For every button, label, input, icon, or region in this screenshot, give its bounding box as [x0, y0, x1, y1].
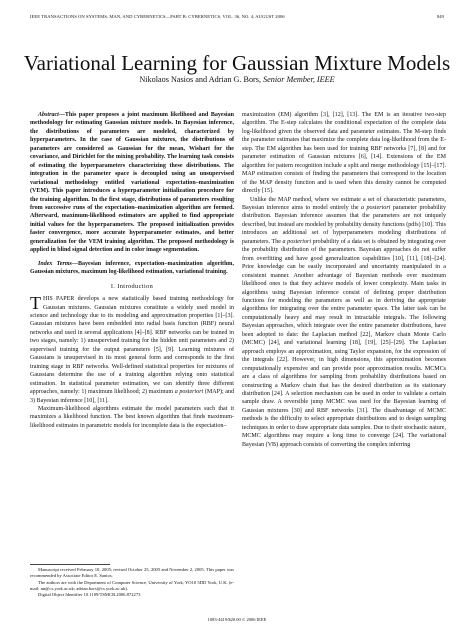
author-role: Senior Member, IEEE — [263, 75, 335, 84]
index-terms-label: Index Terms — [38, 260, 72, 267]
left-column — [30, 111, 234, 430]
footnote-doi: Digital Object Identifier 10.1109/TSMCB.2006.872273 — [38, 592, 141, 598]
right-paragraph-2 — [242, 196, 446, 450]
section-heading-introduction: I. Introduction — [110, 282, 154, 290]
right-p2-italic-2: a posteriori — [282, 238, 312, 245]
footnote — [30, 567, 234, 598]
right-p2-b: parameter probability distribution. Bayesian inference assumes that the parameters are not uniquely described, but instead are modeled by probability density functions (pdfs) [10]. This introduces an additional set of hyperparameters modeling distributions of parameters. The — [242, 204, 446, 245]
journal-name: IEEE TRANSACTIONS ON SYSTEMS, MAN, AND CYBERNETICS—PART B: CYBERNETICS, VOL. 36, NO. 4, AUGUST 2006 — [30, 14, 285, 19]
footnote-received: Manuscript received February 10, 2005; revised October 25, 2005 and November 2, 2005. This paper was recommended by Associate Editor E. Santos. — [30, 567, 234, 579]
intro-p1-text: HIS PAPER develops a new statistically based training methodology for Gaussian mixtures. Gaussian mixtures constitute a widely used model in science and technology due to its modeling and approximation properties [1]–[3]. Gaussian mixtures have been embedded into radial basis function (RBF) neural networks and used in several applications [4]–[8]. RBF networks can be trained in two stages, namely: 1) unsupervised training for the hidden unit parameters and 2) supervised training for the output parameters [5], [9]. Learning mixtures of Gaussians is unsupervised in its most general form and corresponds to the first training stage in RBF networks. Well-defined statistical properties for mixtures of Gaussians determine the use of a training algorithm relying onto statistical estimation. In statistical parameter estimation, we can identify three different approaches, namely: 1) maximum likelihood; 2) maximum — [30, 296, 234, 396]
author-line — [0, 75, 474, 84]
intro-p1-end: (MAP); and 3) Bayesian inference [10], [11]. — [30, 389, 234, 404]
running-head — [30, 14, 444, 19]
right-p2-italic: a posteriori — [361, 204, 391, 211]
intro-paragraph-2: Maximum-likelihood algorithms estimate the model parameters such that it maximizes a likelihood function. The best known algorithm that finds maximum-likelihood estimates in parametric models for incomplete data is the expectation– — [30, 405, 234, 429]
page-number: 849 — [436, 14, 444, 19]
drop-cap: T — [30, 293, 41, 314]
abstract-text: —This paper proposes a joint maximum likelihood and Bayesian methodology for estimating Gaussian mixture models. In Bayesian inference, the distributions of parameters are modeled, characterized by hyperparameters. In the case of Gaussian mixtures, the distributions of parameters are considered as Gaussian for the mean, Wishart for the covariance, and Dirichlet for the mixing probability. The learning task consists of estimating the hyperparameters characterizing these distributions. The integration in the parameter space is decoupled using an unsupervised variational methodology entitled variational expectation–maximization (VEM). This paper introduces a hyperparameter initialization procedure for the training algorithm. In the first stage, distributions of parameters resulting from successive runs of the expectation–maximization algorithm are formed. Afterward, maximum-likelihood estimators are applied to find appropriate initial values for the hyperparameters. The proposed initialization provides faster convergence, more accurate hyperparameter estimates, and better generalization for the VEM training algorithm. The proposed methodology is applied in blind signal detection and in color image segmentation. — [30, 112, 234, 254]
abstract-label: Abstract — [38, 112, 59, 118]
footnote-affiliation: The authors are with the Department of Computer Science, University of York, YO10 5DD York, U.K. (e-mail: nn@cs.york.ac.uk; adrian.bors@cs.york.ac.uk). — [30, 579, 234, 591]
abstract — [30, 111, 234, 255]
paper-title: Variational Learning for Gaussian Mixture Models — [23, 51, 451, 75]
footnote-divider — [30, 564, 110, 565]
right-p2-c: probability of a data set is obtained by integrating over the probability distribution of the parameters. Bayesian approaches do not suffer from overfitting and have good generalization capabilities [10], [11], [18]–[24]. Prior knowledge can be easily incorporated and uncertainty manipulated in a consistent manner. Another advantage of Bayesian methods over maximum likelihood ones is that they achieve models of lower complexity. Main tasks in algorithms using Bayesian inference consist of defining proper distribution functions for modeling the parameters as well as in deriving the appropriate algorithms for integrating over the entire parameter space. The latter task can be computationally heavy and may result in intractable integrals. The following Bayesian approaches, which integrate over the entire parameter distributions, have been adopted to date: the Laplacian method [22], Markov chain Monte Carlo (MCMC) [24], and variational learning [18], [19], [25]–[29]. The Laplacian approach employs an approximation, using Taylor expansion, for the expression of the integrals [22]. However, in high dimensions, this approximation becomes computationally expensive and can provide poor approximation results. MCMCs are a class of algorithms for sampling from probability distributions based on constructing a Markov chain that has the desired distribution as its stationary distribution [24]. A selection mechanism can be used in order to validate a certain sample draw. A reversible jump MCMC was used for the Bayesian learning of Gaussian mixtures [30] and RBF networks [31]. The disadvantage of MCMC methods is the difficulty to select appropriate distributions and to design sampling techniques in order to draw appropriate data samples. Due to their stochastic nature, MCMC algorithms may require a long time to converge [24]. The variational Bayesian (VB) approach consists of converting the complex inferring — [242, 238, 446, 448]
author-names: Nikolaos Nasios and Adrian G. Bors, — [139, 75, 264, 84]
right-column — [242, 111, 446, 449]
index-terms — [30, 260, 234, 277]
right-p2-a: Unlike the MAP method, where we estimate a set of characteristic parameters, Bayesian inference aims to model entirely the — [242, 196, 446, 211]
copyright-code: 1083-4419/$20.00 © 2006 IEEE — [207, 617, 267, 622]
intro-paragraph-1 — [30, 295, 234, 405]
right-paragraph-1: maximization (EM) algorithm [3], [12], [13]. The EM is an iterative two-step algorithm. The E-step calculates the conditional expectation of the complete data log-likelihood given the observed data and parameter estimates. The M-step finds the parameter estimates that maximize the complete data log-likelihood from the E-step. The EM algorithm has been used for training RBF networks [7], [8] and for parameter estimation of Gaussian mixtures [6], [14]. Extensions of the EM algorithm for pattern recognition include a split and merge methodology [15]–[17]. MAP estimation consists of finding the parameters that correspond to the location of the MAP density function and is used when this density cannot be computed directly [15]. — [242, 112, 446, 195]
index-terms-text: —Bayesian inference, expectation–maximization algorithm, Gaussian mixtures, maximum log-likelihood estimation, variational training. — [30, 260, 234, 276]
intro-p1-italic: a posteriori — [174, 389, 204, 396]
